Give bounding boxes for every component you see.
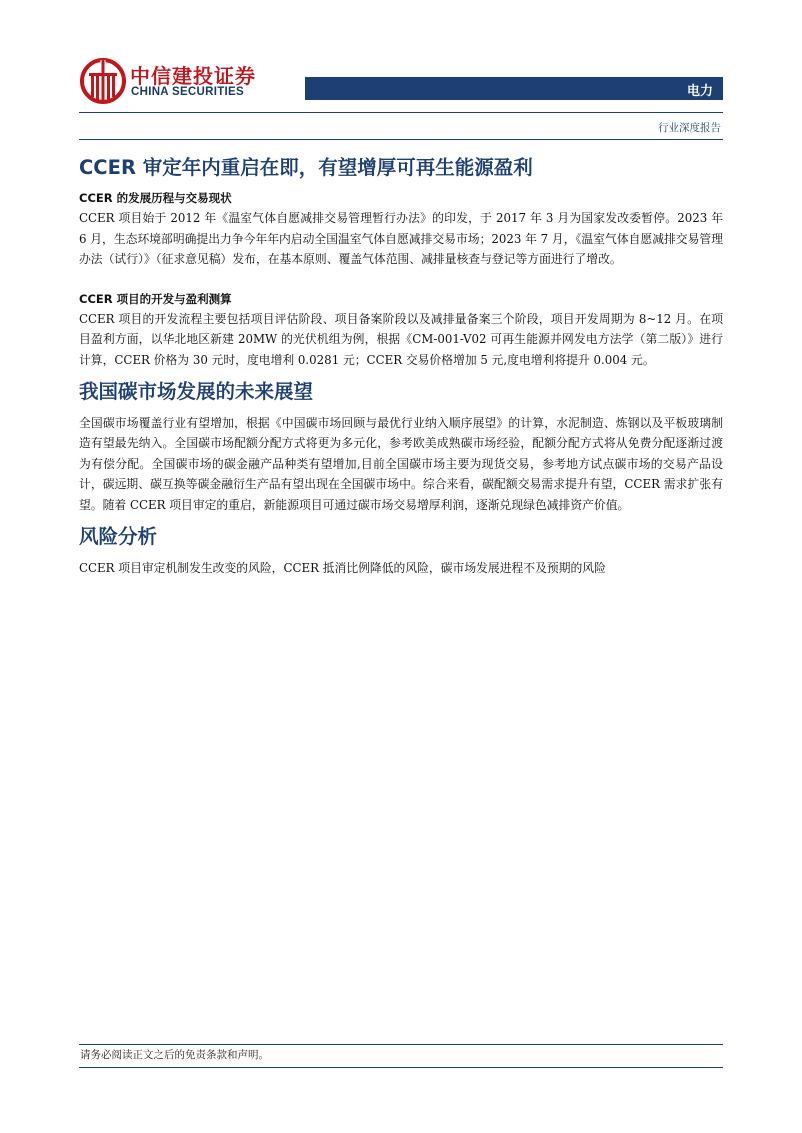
footer-divider [79, 1044, 723, 1045]
paragraph-history: CCER 项目始于 2012 年《温室气体自愿减排交易管理暂行办法》的印发，于 2017 年 3 月为国家发改委暂停。2023 年 6 月，生态环境部明确提出力争今年年内启动全国温室气体自愿减排交易市场；2023 年 7 月，《温室气体自愿减排交易管理办法（试行）》（征求意见稿）发布，在基本原则、覆盖气体范围、减排量核查与登记等方面进行了增改。 [79, 211, 723, 267]
sector-label: 电力 [686, 84, 713, 99]
company-logo [80, 58, 255, 104]
report-type: 行业深度报告 [658, 122, 721, 134]
header-divider-lower [79, 139, 723, 140]
footer-divider-lower [79, 1067, 723, 1068]
paragraph-development: CCER 项目的开发流程主要包括项目评估阶段、项目备案阶段以及减排量备案三个阶段，项目开发周期为 8~12 月。在项目盈利方面，以华北地区新建 20MW 的光伏机组为例，根据《CM-001-V02 可再生能源并网发电方法学（第二版）》进行计算，CCER 价格为 30 元时，度电增利 0.0281 元；CCER 交易价格增加 5 元,度电增利将提升 0.004 元。 [79, 311, 723, 367]
paragraph-risk: CCER 项目审定机制发生改变的风险，CCER 抵消比例降低的风险，碳市场发展进程不及预期的风险 [79, 560, 606, 575]
header-divider [79, 112, 723, 113]
report-body [79, 150, 723, 578]
logo-chinese-name: 中信建投证券 [130, 64, 256, 88]
citic-logo-icon [80, 58, 126, 104]
logo-english-name: CHINA SECURITIES [131, 86, 244, 98]
footer-disclaimer: 请务必阅读正文之后的免责条款和声明。 [80, 1049, 269, 1061]
subsection-title-development: CCER 项目的开发与盈利测算 [79, 291, 232, 306]
paragraph-outlook: 全国碳市场覆盖行业有望增加，根据《中国碳市场回顾与最优行业纳入顺序展望》的计算，水泥制造、炼钢以及平板玻璃制造有望最先纳入。全国碳市场配额分配方式将更为多元化，参考欧美成熟碳市场经验，配额分配方式将从免费分配逐渐过渡为有偿分配。全国碳市场的碳金融产品种类有望增加,目前全国碳市场主要为现货交易，参考地方试点碳市场的交易产品设计，碳远期、碳互换等碳金融衍生产品有望出现在全国碳市场中。综合来看，碳配额交易需求提升有望，CCER 需求扩张有望。随着 CCER 项目审定的重启，新能源项目可通过碳市场交易增厚利润，逐渐兑现绿色减排资产价值。 [79, 415, 723, 512]
section-title-ccer: CCER 审定年内重启在即，有望增厚可再生能源盈利 [79, 156, 533, 179]
subsection-title-history: CCER 的发展历程与交易现状 [79, 191, 232, 205]
section-title-outlook: 我国碳市场发展的未来展望 [79, 379, 314, 403]
sector-banner [305, 77, 723, 100]
section-title-risk: 风险分析 [79, 524, 158, 548]
